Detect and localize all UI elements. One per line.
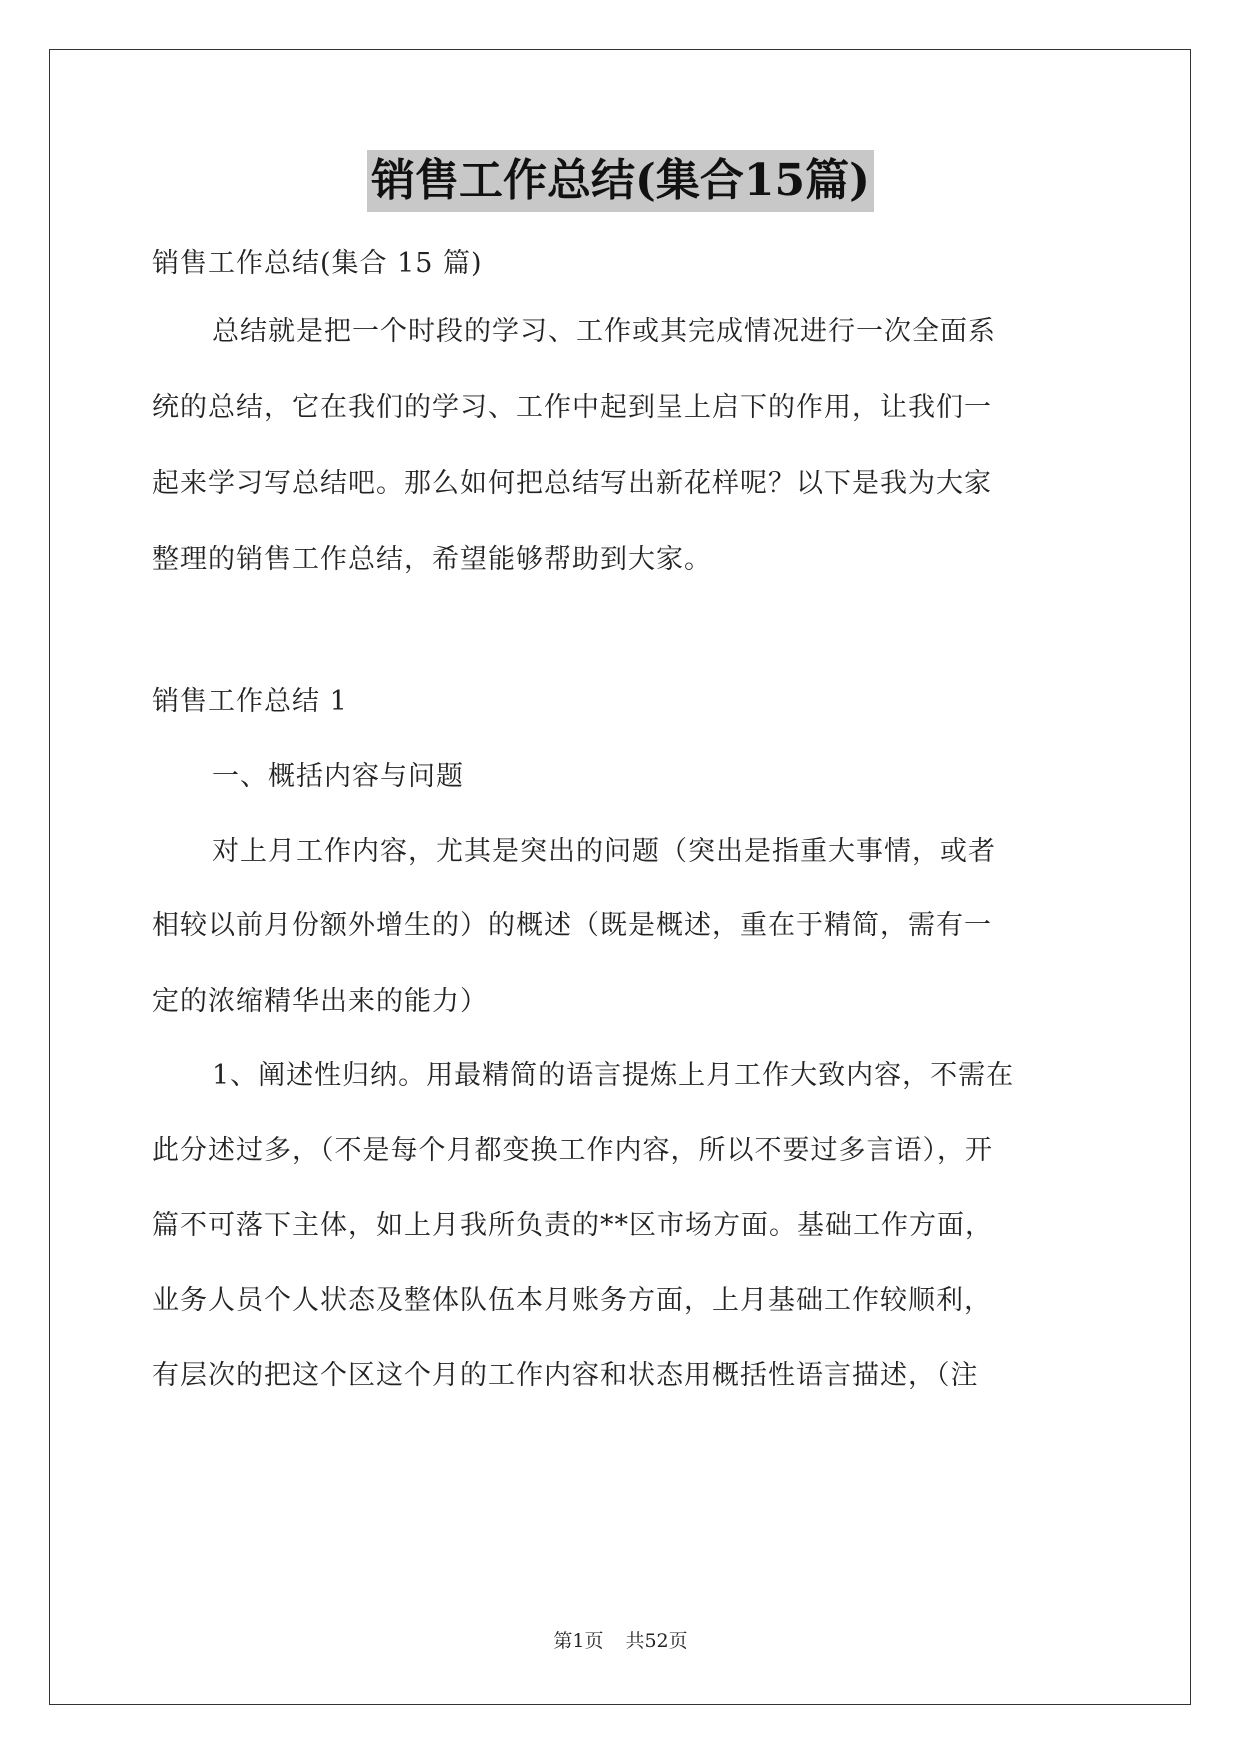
para1-line-3: 定的浓缩精华出来的能力） <box>152 986 488 1017</box>
para2-line-2: 此分述过多，（不是每个月都变换工作内容，所以不要过多言语），开 <box>152 1135 993 1166</box>
para2-line-1: 1、阐述性归纳。用最精简的语言提炼上月工作大致内容，不需在 <box>212 1060 1015 1091</box>
document-title: 销售工作总结(集合15篇) <box>367 150 874 212</box>
para2-line-4: 业务人员个人状态及整体队伍本月账务方面，上月基础工作较顺利， <box>152 1285 992 1316</box>
section-heading: 销售工作总结 1 <box>152 686 348 717</box>
para2-line-5: 有层次的把这个区这个月的工作内容和状态用概括性语言描述，（注 <box>152 1360 979 1391</box>
title-container <box>0 150 1241 212</box>
page-total: 共52页 <box>625 1630 688 1652</box>
page-number: 第1页 <box>553 1630 604 1652</box>
page-footer <box>0 1628 1241 1654</box>
intro-line-2: 统的总结，它在我们的学习、工作中起到呈上启下的作用，让我们一 <box>152 392 992 423</box>
subheading: 一、概括内容与问题 <box>212 761 464 792</box>
intro-line-3: 起来学习写总结吧。那么如何把总结写出新花样呢？以下是我为大家 <box>152 468 992 499</box>
document-subtitle: 销售工作总结(集合 15 篇) <box>152 248 483 279</box>
para2-line-3: 篇不可落下主体，如上月我所负责的**区市场方面。基础工作方面， <box>152 1210 993 1241</box>
intro-line-1: 总结就是把一个时段的学习、工作或其完成情况进行一次全面系 <box>212 316 996 347</box>
para1-line-1: 对上月工作内容，尤其是突出的问题（突出是指重大事情，或者 <box>212 836 996 867</box>
para1-line-2: 相较以前月份额外增生的）的概述（既是概述，重在于精简，需有一 <box>152 910 992 941</box>
page-border <box>49 49 1191 1705</box>
intro-line-4: 整理的销售工作总结，希望能够帮助到大家。 <box>152 544 712 575</box>
